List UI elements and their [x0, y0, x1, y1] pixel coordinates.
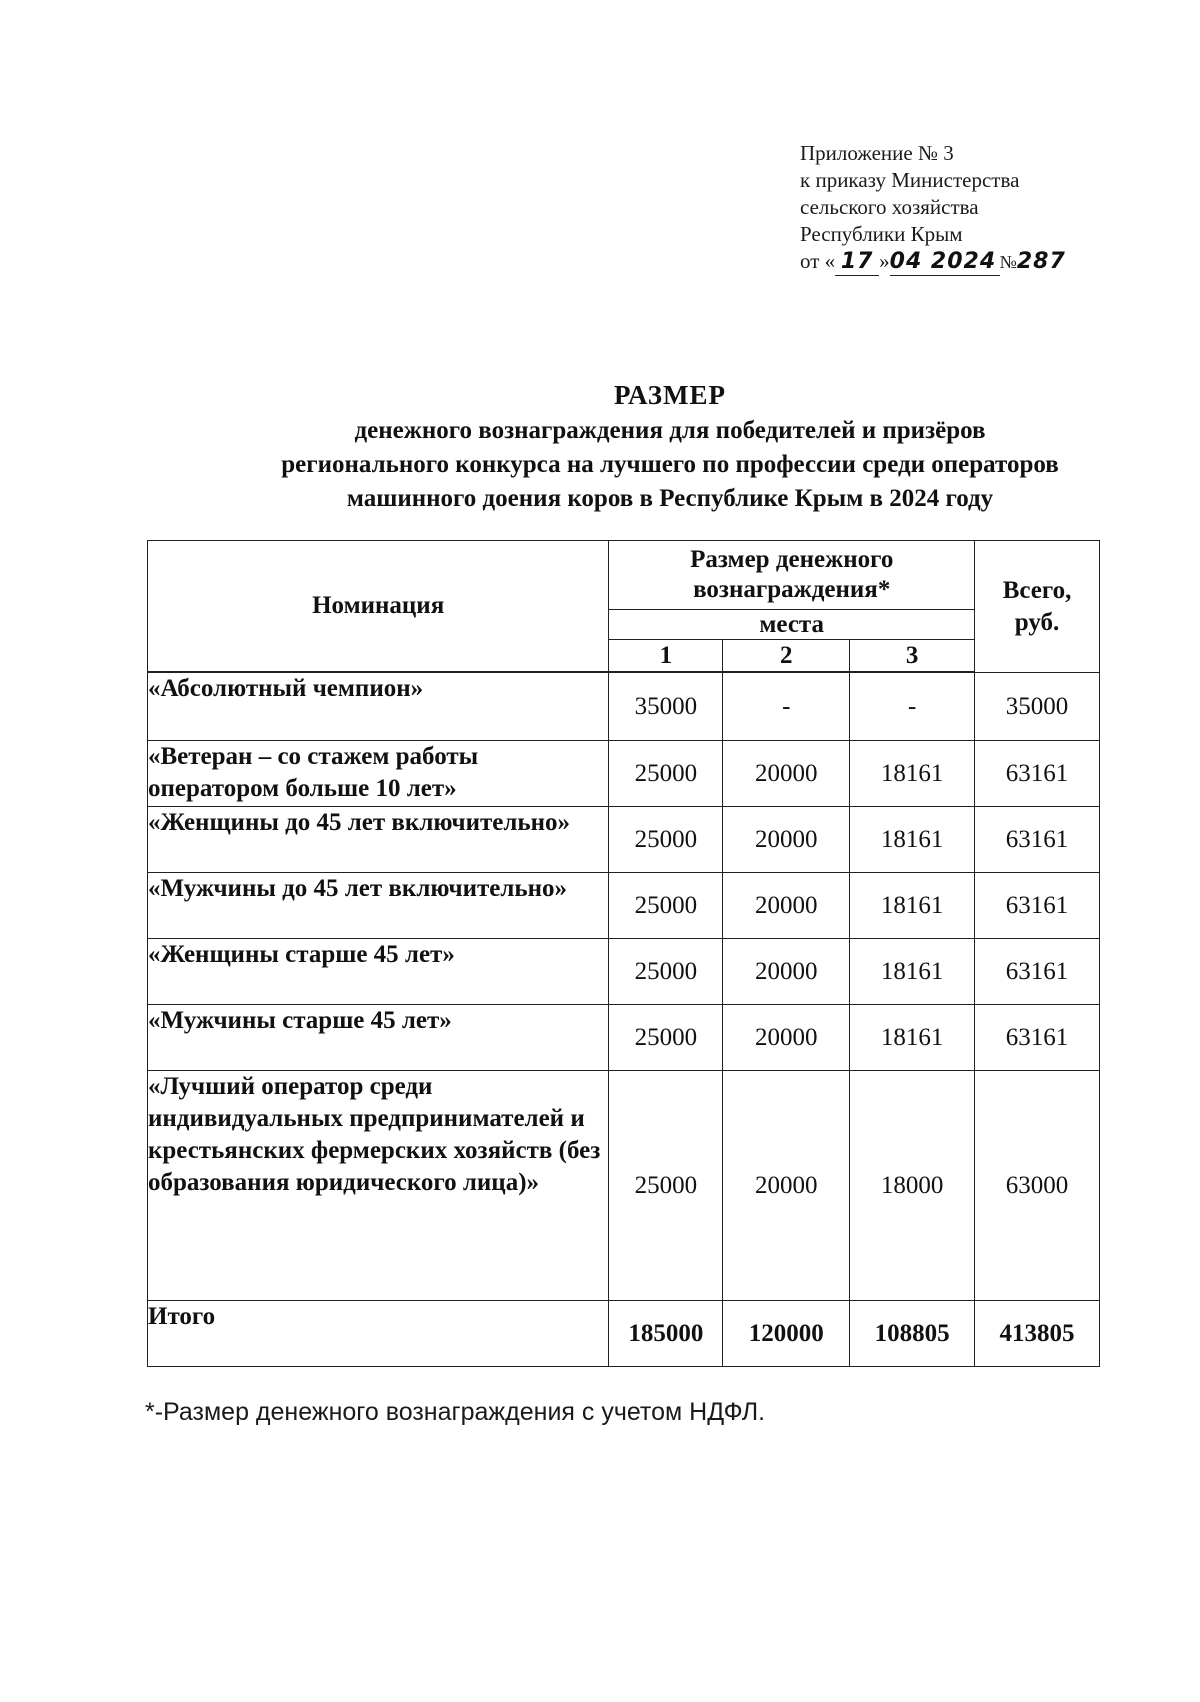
document-title — [140, 378, 1200, 516]
table-row — [148, 1071, 1100, 1301]
place-2-cell: 20000 — [723, 807, 850, 873]
place-2-cell: 20000 — [723, 873, 850, 939]
header-nomination: Номинация — [148, 541, 609, 672]
title-line-2: регионального конкурса на лучшего по профессии среди операторов — [281, 451, 1059, 478]
total-place-3-cell: 108805 — [850, 1301, 975, 1367]
appendix-header — [800, 140, 1180, 276]
nomination-cell: «Мужчины до 45 лет включительно» — [148, 873, 609, 939]
header-place-1: 1 — [609, 640, 723, 672]
total-label-cell: Итого — [148, 1301, 609, 1367]
title-line-1: денежного вознаграждения для победителей и призёров — [354, 417, 986, 444]
total-cell: 63000 — [975, 1071, 1100, 1301]
total-cell: 35000 — [975, 673, 1100, 741]
grand-total-cell: 413805 — [975, 1301, 1100, 1367]
nomination-cell: «Ветеран – со стажем работы оператором больше 10 лет» — [148, 741, 609, 807]
place-1-cell: 25000 — [609, 1005, 723, 1071]
place-3-cell: 18000 — [850, 1071, 975, 1301]
republic-name: Республики Крым — [800, 222, 963, 246]
header-place-2: 2 — [723, 640, 850, 672]
date-day: 17 — [835, 248, 879, 276]
place-2-cell: - — [723, 673, 850, 741]
total-cell: 63161 — [975, 741, 1100, 807]
nomination-cell: «Абсолютный чемпион» — [148, 673, 609, 741]
place-1-cell: 25000 — [609, 1071, 723, 1301]
place-2-cell: 20000 — [723, 1005, 850, 1071]
nomination-cell: «Женщины старше 45 лет» — [148, 939, 609, 1005]
table-row — [148, 873, 1100, 939]
date-month-year: 04 2024 — [890, 248, 1000, 276]
place-3-cell: 18161 — [850, 1005, 975, 1071]
place-1-cell: 35000 — [609, 673, 723, 741]
total-cell: 63161 — [975, 873, 1100, 939]
table-row — [148, 807, 1100, 873]
total-cell: 63161 — [975, 1005, 1100, 1071]
date-mid: » — [879, 249, 890, 273]
table-row — [148, 673, 1100, 741]
place-2-cell: 20000 — [723, 741, 850, 807]
place-3-cell: 18161 — [850, 873, 975, 939]
place-1-cell: 25000 — [609, 741, 723, 807]
order-date-line — [800, 248, 1180, 276]
total-place-2-cell: 120000 — [723, 1301, 850, 1367]
title-main: РАЗМЕР — [613, 380, 727, 410]
appendix-number: Приложение № 3 — [800, 141, 954, 165]
table-row — [148, 939, 1100, 1005]
place-1-cell: 25000 — [609, 939, 723, 1005]
total-cell: 63161 — [975, 939, 1100, 1005]
place-3-cell: - — [850, 673, 975, 741]
awards-table — [147, 540, 1100, 1367]
place-3-cell: 18161 — [850, 741, 975, 807]
place-2-cell: 20000 — [723, 939, 850, 1005]
nomination-cell: «Женщины до 45 лет включительно» — [148, 807, 609, 873]
header-award-size: Размер денежного вознаграждения* — [609, 541, 975, 610]
order-reference: к приказу Министерства — [800, 168, 1020, 192]
header-total: Всего, руб. — [975, 541, 1100, 673]
table-row — [148, 1005, 1100, 1071]
header-places: места — [609, 610, 975, 640]
total-row — [148, 1301, 1100, 1367]
ministry-name: сельского хозяйства — [800, 195, 979, 219]
nomination-cell: «Лучший оператор среди индивидуальных предпринимателей и крестьянских фермерских хозяйств (без образования юридического лица)» — [148, 1071, 609, 1301]
footnote: *-Размер денежного вознаграждения с учетом НДФЛ. — [145, 1398, 766, 1426]
place-1-cell: 25000 — [609, 807, 723, 873]
date-prefix: от « — [800, 249, 836, 273]
place-1-cell: 25000 — [609, 873, 723, 939]
place-3-cell: 18161 — [850, 939, 975, 1005]
total-cell: 63161 — [975, 807, 1100, 873]
place-3-cell: 18161 — [850, 807, 975, 873]
table-row — [148, 741, 1100, 807]
total-place-1-cell: 185000 — [609, 1301, 723, 1367]
number-prefix: № — [999, 252, 1017, 272]
place-2-cell: 20000 — [723, 1071, 850, 1301]
header-place-3: 3 — [850, 640, 975, 672]
nomination-cell: «Мужчины старше 45 лет» — [148, 1005, 609, 1071]
order-number: 287 — [1016, 249, 1066, 274]
title-line-3: машинного доения коров в Республике Крым в 2024 году — [346, 485, 994, 512]
